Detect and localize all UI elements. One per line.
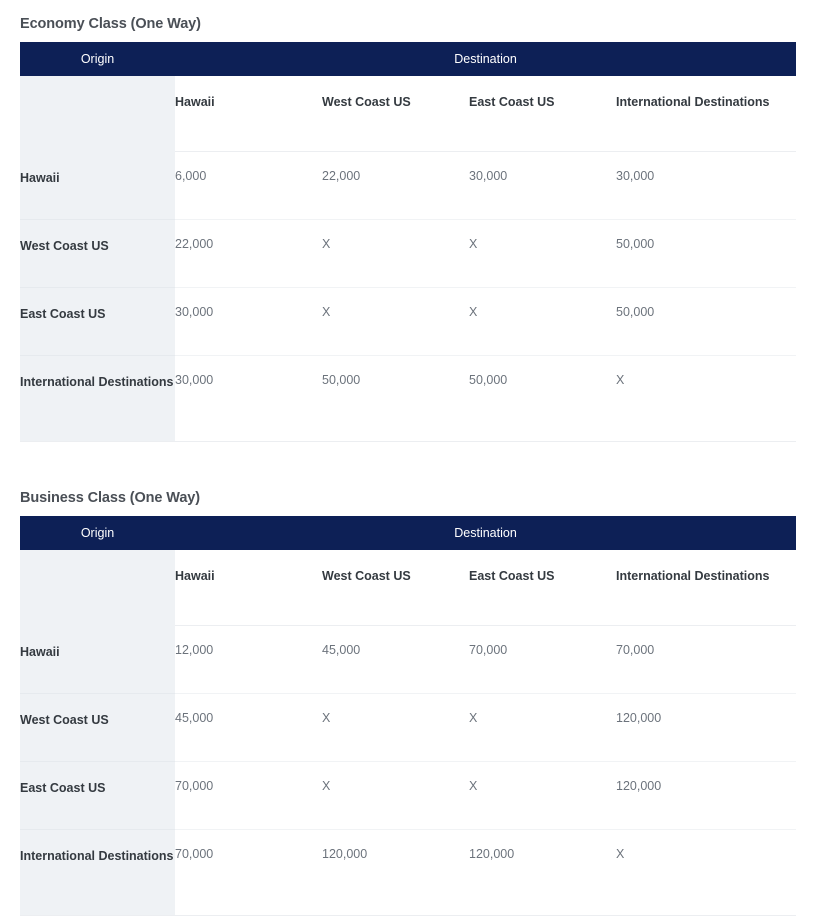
- banner-origin-label: Origin: [20, 42, 175, 76]
- cell-value: 120,000: [322, 847, 368, 861]
- column-header-international-destinations: International Destinations: [616, 550, 796, 626]
- cell-value: 70,000: [175, 847, 214, 861]
- section-title-business: Business Class (One Way): [20, 490, 200, 506]
- cell-value: 50,000: [469, 373, 508, 387]
- cell-value: 30,000: [616, 152, 796, 220]
- cell-value: X: [616, 847, 625, 861]
- section-business-class: [20, 474, 808, 916]
- row-label-east-coast-us: East Coast US: [20, 762, 175, 830]
- cell-value: 70,000: [469, 626, 616, 694]
- cell-value: 22,000: [175, 220, 322, 288]
- table-row: [20, 152, 796, 220]
- cell-value: 30,000: [175, 373, 214, 387]
- award-matrix-economy: [20, 42, 796, 442]
- section-spacer: [20, 442, 808, 474]
- cell-value: 12,000: [175, 626, 322, 694]
- row-label-east-coast-us: East Coast US: [20, 288, 175, 356]
- cell-value: X: [322, 762, 469, 830]
- column-header-east-coast-us: East Coast US: [469, 76, 616, 152]
- cell-value: 120,000: [469, 847, 515, 861]
- cell-value: X: [469, 762, 616, 830]
- matrix-column-header-row: [20, 76, 796, 152]
- table-row: [20, 356, 796, 442]
- column-header-east-coast-us: East Coast US: [469, 550, 616, 626]
- cell-value: X: [469, 694, 616, 762]
- section-economy-class: [20, 0, 808, 442]
- column-header-hawaii: Hawaii: [175, 550, 322, 626]
- row-label-international-destinations: International Destinations: [20, 830, 175, 916]
- cell-value: 45,000: [175, 694, 322, 762]
- section-title-economy: Economy Class (One Way): [20, 16, 201, 32]
- matrix-banner-row: [20, 42, 796, 76]
- table-row: [20, 626, 796, 694]
- row-label-hawaii: Hawaii: [20, 626, 175, 694]
- table-row: [20, 830, 796, 916]
- cell-value: 70,000: [616, 626, 796, 694]
- matrix-corner-cell: [20, 550, 175, 626]
- cell-value: 50,000: [322, 373, 361, 387]
- banner-origin-label: Origin: [20, 516, 175, 550]
- column-header-west-coast-us: West Coast US: [322, 76, 469, 152]
- cell-value: 30,000: [175, 288, 322, 356]
- cell-value: X: [322, 694, 469, 762]
- cell-value: X: [322, 220, 469, 288]
- cell-value: 120,000: [616, 694, 796, 762]
- cell-value: 120,000: [616, 762, 796, 830]
- row-label-west-coast-us: West Coast US: [20, 694, 175, 762]
- row-label-hawaii: Hawaii: [20, 152, 175, 220]
- column-header-international-destinations: International Destinations: [616, 76, 796, 152]
- cell-value: X: [616, 373, 625, 387]
- table-row: [20, 762, 796, 830]
- matrix-corner-cell: [20, 76, 175, 152]
- column-header-hawaii: Hawaii: [175, 76, 322, 152]
- cell-value: 45,000: [322, 626, 469, 694]
- cell-value: 30,000: [469, 152, 616, 220]
- cell-value: X: [469, 220, 616, 288]
- table-row: [20, 694, 796, 762]
- cell-value: 50,000: [616, 288, 796, 356]
- cell-value: 22,000: [322, 152, 469, 220]
- row-label-international-destinations: International Destinations: [20, 356, 175, 442]
- award-matrix-business: [20, 516, 796, 916]
- matrix-banner-row: [20, 516, 796, 550]
- banner-destination-label: Destination: [175, 516, 796, 550]
- column-header-west-coast-us: West Coast US: [322, 550, 469, 626]
- cell-value: X: [322, 288, 469, 356]
- banner-destination-label: Destination: [175, 42, 796, 76]
- table-row: [20, 288, 796, 356]
- row-label-west-coast-us: West Coast US: [20, 220, 175, 288]
- cell-value: 6,000: [175, 152, 322, 220]
- cell-value: X: [469, 288, 616, 356]
- matrix-column-header-row: [20, 550, 796, 626]
- table-row: [20, 220, 796, 288]
- cell-value: 50,000: [616, 220, 796, 288]
- cell-value: 70,000: [175, 762, 322, 830]
